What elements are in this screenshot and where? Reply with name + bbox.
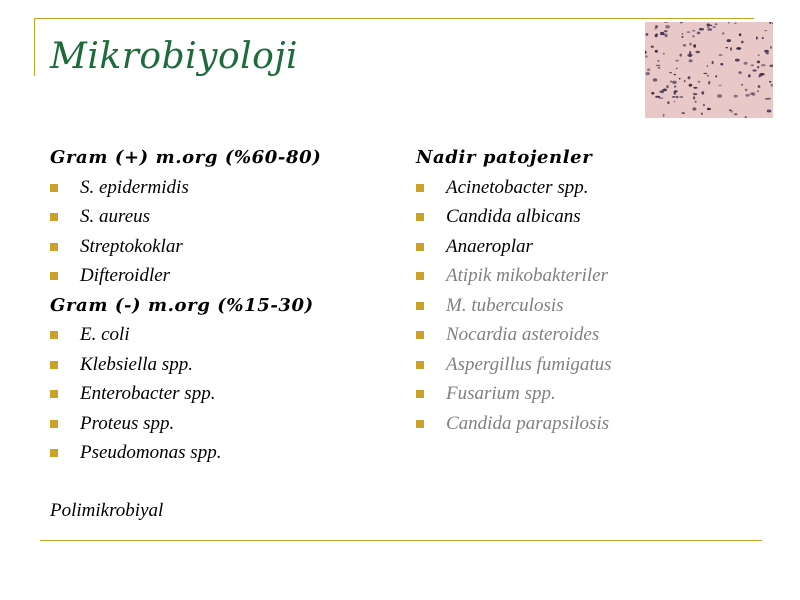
stained-cell bbox=[731, 110, 733, 113]
stained-cell bbox=[663, 53, 665, 55]
stained-cell bbox=[703, 104, 705, 106]
square-bullet-icon bbox=[50, 390, 58, 398]
square-bullet-icon bbox=[416, 331, 424, 339]
stained-cell bbox=[651, 92, 654, 95]
stained-cell bbox=[762, 37, 764, 39]
stained-cell bbox=[757, 66, 759, 69]
stained-cell bbox=[764, 30, 767, 31]
stained-cell bbox=[712, 61, 714, 64]
stained-cell bbox=[693, 87, 697, 89]
stained-cell bbox=[692, 35, 695, 37]
stained-cell bbox=[655, 28, 657, 30]
rare-pathogens-heading: Nadir patojenler bbox=[416, 147, 593, 168]
stained-cell bbox=[769, 65, 773, 68]
stained-cell bbox=[761, 64, 766, 66]
stained-cell bbox=[748, 74, 751, 77]
square-bullet-icon bbox=[50, 449, 58, 457]
left-column bbox=[50, 143, 390, 468]
square-bullet-icon bbox=[416, 272, 424, 280]
stained-cell bbox=[679, 96, 683, 97]
stained-cell bbox=[727, 39, 731, 42]
stained-cell bbox=[645, 72, 650, 75]
polymicrobial-label: Polimikrobiyal bbox=[50, 500, 164, 521]
square-bullet-icon bbox=[416, 302, 424, 310]
square-bullet-icon bbox=[416, 213, 424, 221]
gram-stain-photo bbox=[645, 22, 773, 118]
list-item: Enterobacter spp. bbox=[50, 379, 390, 409]
stained-cell bbox=[741, 84, 743, 86]
stained-cell bbox=[696, 51, 701, 53]
stained-cell bbox=[703, 73, 707, 74]
list-item: Klebsiella spp. bbox=[50, 350, 390, 380]
stained-cell bbox=[725, 47, 728, 48]
frame-left-line bbox=[34, 18, 35, 76]
list-item: Streptokoklar bbox=[50, 232, 390, 262]
stained-cell bbox=[665, 25, 670, 29]
slide-title: Mikrobiyoloji bbox=[50, 36, 299, 77]
stained-cell bbox=[675, 60, 678, 62]
stained-cell bbox=[757, 90, 759, 92]
list-item: E. coli bbox=[50, 320, 390, 350]
square-bullet-icon bbox=[416, 420, 424, 428]
stained-cell bbox=[707, 28, 712, 31]
stained-cell bbox=[752, 69, 756, 71]
stained-cell bbox=[745, 116, 747, 118]
stained-cell bbox=[758, 85, 761, 88]
stained-cell bbox=[717, 94, 722, 97]
gram-positive-heading: Gram (+) m.org (%60-80) bbox=[50, 147, 322, 168]
stained-cell bbox=[655, 96, 660, 98]
stained-cell bbox=[722, 32, 725, 34]
stained-cell bbox=[655, 50, 658, 53]
list-item: Aspergillus fumigatus bbox=[416, 350, 756, 380]
stained-cell bbox=[672, 81, 677, 84]
gram-negative-heading: Gram (-) m.org (%15-30) bbox=[50, 294, 314, 316]
stained-cell bbox=[734, 113, 738, 115]
stained-cell bbox=[707, 75, 709, 77]
stained-cell bbox=[687, 54, 692, 57]
stained-cell bbox=[766, 98, 771, 100]
stained-cell bbox=[673, 74, 676, 76]
stained-cell bbox=[674, 85, 676, 88]
list-item: S. epidermidis bbox=[50, 173, 390, 203]
stained-cell bbox=[682, 33, 684, 35]
stained-cell bbox=[707, 65, 709, 68]
stained-cell bbox=[683, 44, 686, 47]
stained-cell bbox=[741, 41, 744, 44]
stained-cell bbox=[751, 64, 754, 66]
square-bullet-icon bbox=[416, 243, 424, 251]
stained-cell bbox=[658, 67, 661, 68]
stained-cell bbox=[758, 54, 760, 56]
stained-cell bbox=[689, 43, 692, 46]
stained-cell bbox=[647, 68, 650, 71]
stained-cell bbox=[718, 85, 721, 86]
stained-cell bbox=[692, 107, 696, 110]
stained-cell bbox=[663, 114, 665, 117]
rare-pathogens-list bbox=[416, 173, 756, 439]
stained-cell bbox=[674, 90, 678, 92]
stained-cell bbox=[764, 50, 769, 53]
stained-cell bbox=[693, 93, 697, 95]
stained-cell bbox=[745, 89, 748, 92]
stained-cell bbox=[771, 84, 773, 87]
stained-cell bbox=[698, 81, 701, 83]
stained-cell bbox=[769, 22, 771, 24]
list-item: Pseudomonas spp. bbox=[50, 438, 390, 468]
stained-cell bbox=[664, 22, 668, 23]
square-bullet-icon bbox=[50, 361, 58, 369]
stained-cell bbox=[663, 33, 668, 36]
stained-cell bbox=[745, 94, 749, 97]
stained-cell bbox=[730, 47, 732, 51]
stained-cell bbox=[651, 46, 654, 48]
gram-stain-cells bbox=[645, 22, 773, 118]
stained-cell bbox=[770, 46, 772, 49]
right-column bbox=[416, 143, 756, 438]
stained-cell bbox=[645, 51, 647, 54]
stained-cell bbox=[681, 112, 685, 114]
stained-cell bbox=[676, 96, 679, 99]
stained-cell bbox=[736, 47, 741, 50]
stained-cell bbox=[692, 30, 695, 32]
stained-cell bbox=[707, 108, 711, 110]
square-bullet-icon bbox=[50, 331, 58, 339]
stained-cell bbox=[673, 101, 675, 102]
stained-cell bbox=[664, 30, 668, 32]
stained-cell bbox=[707, 23, 711, 26]
list-item: S. aureus bbox=[50, 202, 390, 232]
stained-cell bbox=[757, 61, 760, 64]
stained-cell bbox=[701, 113, 703, 115]
stained-cell bbox=[728, 22, 730, 24]
stained-cell bbox=[667, 101, 670, 104]
square-bullet-icon bbox=[416, 184, 424, 192]
list-item: Acinetobacter spp. bbox=[416, 173, 756, 203]
gram-positive-list bbox=[50, 173, 390, 291]
square-bullet-icon bbox=[50, 272, 58, 280]
frame-top-line bbox=[34, 18, 754, 19]
stained-cell bbox=[684, 80, 686, 83]
stained-cell bbox=[739, 33, 742, 36]
square-bullet-icon bbox=[50, 213, 58, 221]
stained-cell bbox=[735, 59, 740, 62]
stained-cell bbox=[734, 95, 738, 98]
stained-cell bbox=[738, 71, 741, 74]
list-item: Candida albicans bbox=[416, 202, 756, 232]
stained-cell bbox=[688, 76, 691, 79]
stained-cell bbox=[715, 23, 718, 25]
stained-cell bbox=[689, 84, 693, 87]
square-bullet-icon bbox=[416, 361, 424, 369]
stained-cell bbox=[719, 54, 723, 55]
stained-cell bbox=[689, 59, 693, 62]
stained-cell bbox=[687, 31, 691, 33]
list-item: Proteus spp. bbox=[50, 409, 390, 439]
stained-cell bbox=[708, 81, 710, 84]
stained-cell bbox=[772, 23, 773, 25]
list-item: Fusarium spp. bbox=[416, 379, 756, 409]
stained-cell bbox=[767, 110, 772, 113]
stained-cell bbox=[655, 25, 658, 28]
stained-cell bbox=[750, 92, 754, 95]
stained-cell bbox=[693, 96, 695, 99]
square-bullet-icon bbox=[50, 243, 58, 251]
stained-cell bbox=[695, 101, 697, 103]
stained-cell bbox=[669, 72, 672, 73]
list-item: Anaeroplar bbox=[416, 232, 756, 262]
stained-cell bbox=[646, 33, 649, 35]
list-item: Candida parapsilosis bbox=[416, 409, 756, 439]
stained-cell bbox=[672, 96, 676, 98]
stained-cell bbox=[734, 23, 736, 24]
stained-cell bbox=[670, 81, 672, 83]
stained-cell bbox=[697, 32, 701, 35]
stained-cell bbox=[713, 26, 716, 28]
stained-cell bbox=[756, 36, 758, 39]
stained-cell bbox=[699, 28, 704, 31]
list-item: Nocardia asteroides bbox=[416, 320, 756, 350]
stained-cell bbox=[645, 55, 648, 57]
square-bullet-icon bbox=[416, 390, 424, 398]
stained-cell bbox=[656, 33, 658, 36]
stained-cell bbox=[759, 74, 762, 77]
square-bullet-icon bbox=[50, 420, 58, 428]
stained-cell bbox=[720, 63, 723, 65]
stained-cell bbox=[744, 62, 748, 65]
stained-cell bbox=[701, 91, 704, 94]
stained-cell bbox=[769, 81, 771, 83]
frame-bottom-line bbox=[40, 540, 762, 541]
stained-cell bbox=[680, 22, 683, 24]
stained-cell bbox=[657, 60, 659, 62]
stained-cell bbox=[679, 78, 681, 80]
list-item: M. tuberculosis bbox=[416, 291, 756, 321]
stained-cell bbox=[676, 68, 678, 69]
gram-negative-list bbox=[50, 320, 390, 468]
stained-cell bbox=[693, 44, 696, 47]
stained-cell bbox=[680, 54, 682, 57]
stained-cell bbox=[656, 65, 660, 66]
stained-cell bbox=[715, 75, 717, 77]
stained-cell bbox=[681, 36, 683, 38]
stained-cell bbox=[666, 85, 669, 88]
square-bullet-icon bbox=[50, 184, 58, 192]
list-item: Atipik mikobakteriler bbox=[416, 261, 756, 291]
stained-cell bbox=[660, 90, 664, 94]
stained-cell bbox=[653, 78, 658, 81]
list-item: Difteroidler bbox=[50, 261, 390, 291]
